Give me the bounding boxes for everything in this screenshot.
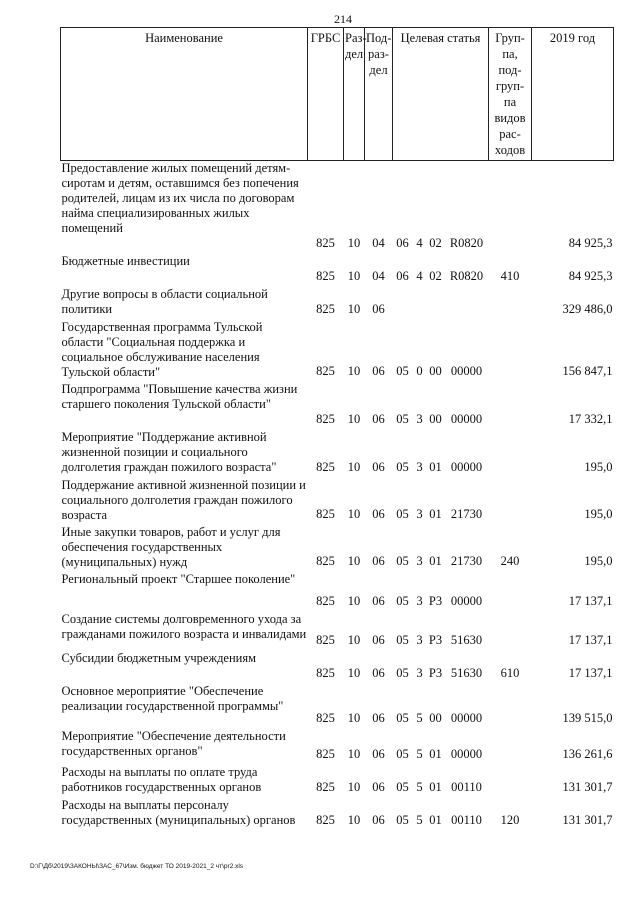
row-cs4: 00000 bbox=[450, 710, 483, 725]
row-razdel: 10 bbox=[347, 779, 361, 794]
row-cs2: 5 bbox=[416, 812, 423, 827]
row-razdel: 10 bbox=[347, 363, 361, 378]
row-razdel: 10 bbox=[347, 746, 361, 761]
row-cs2: 3 bbox=[416, 553, 423, 568]
row-razdel: 10 bbox=[347, 506, 361, 521]
row-razdel: 10 bbox=[347, 632, 361, 647]
row-podrazdel: 06 bbox=[372, 411, 385, 426]
row-value: 84 925,3 bbox=[568, 268, 613, 283]
row-vr bbox=[489, 287, 532, 320]
row-vr: 120 bbox=[500, 812, 520, 827]
row-name: Предоставление жилых помещений детям-сиротам и детям, оставшимся без попечения родителей, лицам из их числа по договорам найма специализированных жилых помещений bbox=[61, 161, 299, 235]
row-razdel: 10 bbox=[347, 812, 361, 827]
row-cs3: 01 bbox=[429, 459, 442, 474]
row-cs3: 02 bbox=[429, 235, 442, 250]
row-cs4: R0820 bbox=[449, 235, 484, 250]
row-name: Иные закупки товаров, работ и услуг для обеспечения государственных (муниципальных) нужд bbox=[61, 524, 281, 569]
row-value: 131 301,7 bbox=[562, 779, 613, 794]
row-vr bbox=[489, 684, 532, 729]
row-podrazdel: 06 bbox=[372, 593, 385, 608]
row-cs3: 00 bbox=[429, 363, 442, 378]
row-name: Государственная программа Тульской области "Социальная поддержка и социальное обслуживание населения Тульской области" bbox=[61, 319, 263, 379]
row-value: 139 515,0 bbox=[562, 710, 613, 725]
row-podrazdel: 06 bbox=[372, 665, 385, 680]
row-cs3: 01 bbox=[429, 506, 442, 521]
row-name: Другие вопросы в области социальной политики bbox=[61, 286, 268, 316]
row-cs2: 4 bbox=[416, 268, 423, 283]
row-cs3: 01 bbox=[429, 779, 442, 794]
row-cs1: 05 bbox=[396, 363, 409, 378]
row-cs1 bbox=[393, 287, 413, 320]
row-podrazdel: 06 bbox=[372, 746, 385, 761]
row-value: 17 137,1 bbox=[568, 632, 613, 647]
row-grbs: 825 bbox=[316, 665, 335, 680]
row-vr bbox=[489, 612, 532, 651]
row-podrazdel: 06 bbox=[372, 553, 385, 568]
row-cs1: 05 bbox=[396, 553, 409, 568]
row-cs2: 3 bbox=[416, 665, 423, 680]
row-name: Мероприятие "Обеспечение деятельности государственных органов" bbox=[61, 728, 286, 758]
row-name: Бюджетные инвестиции bbox=[61, 253, 190, 268]
row-cs3: 00 bbox=[429, 411, 442, 426]
row-value: 84 925,3 bbox=[568, 235, 613, 250]
table-row bbox=[61, 478, 614, 525]
row-razdel: 10 bbox=[347, 665, 361, 680]
row-cs1: 05 bbox=[396, 710, 409, 725]
row-cs1: 05 bbox=[396, 459, 409, 474]
row-name: Мероприятие "Поддержание активной жизненной позиции и социального долголетия граждан пожилого возраста" bbox=[61, 429, 277, 474]
row-cs3 bbox=[427, 287, 445, 320]
row-razdel: 10 bbox=[347, 235, 361, 250]
row-cs4: 00000 bbox=[450, 363, 483, 378]
row-cs3: P3 bbox=[428, 665, 443, 680]
row-vr bbox=[489, 478, 532, 525]
row-value: 131 301,7 bbox=[562, 812, 613, 827]
header-group: Груп-па, под-груп-па видов рас-ходов bbox=[489, 28, 532, 161]
row-name: Подпрограмма "Повышение качества жизни старшего поколения Тульской области" bbox=[61, 381, 298, 411]
row-podrazdel: 06 bbox=[372, 812, 385, 827]
row-grbs: 825 bbox=[316, 301, 335, 316]
table-row bbox=[61, 430, 614, 478]
row-cs2: 3 bbox=[416, 411, 423, 426]
row-grbs: 825 bbox=[316, 593, 335, 608]
page-number: 214 bbox=[334, 12, 352, 26]
row-cs1: 05 bbox=[396, 779, 409, 794]
row-vr bbox=[489, 320, 532, 382]
row-name: Расходы на выплаты персоналу государственных (муниципальных) органов bbox=[61, 797, 296, 827]
row-name: Поддержание активной жизненной позиции и социального долголетия граждан пожилого возраста bbox=[61, 477, 306, 522]
row-vr bbox=[489, 729, 532, 765]
table-row bbox=[61, 651, 614, 684]
row-podrazdel: 04 bbox=[372, 235, 385, 250]
row-cs4: 00110 bbox=[451, 779, 482, 794]
row-value: 195,0 bbox=[584, 459, 613, 474]
row-grbs: 825 bbox=[316, 363, 335, 378]
table-row bbox=[61, 612, 614, 651]
row-cs4: 00000 bbox=[450, 411, 483, 426]
row-podrazdel: 06 bbox=[372, 301, 385, 316]
row-vr bbox=[489, 572, 532, 612]
table-row bbox=[61, 798, 614, 831]
row-grbs: 825 bbox=[316, 506, 335, 521]
row-value: 136 261,6 bbox=[562, 746, 613, 761]
row-razdel: 10 bbox=[347, 553, 361, 568]
row-cs1: 05 bbox=[396, 632, 409, 647]
row-name: Создание системы долговременного ухода за гражданами пожилого возраста и инвалидами bbox=[61, 611, 307, 641]
row-vr bbox=[489, 430, 532, 478]
row-razdel: 10 bbox=[347, 411, 361, 426]
row-podrazdel: 06 bbox=[372, 779, 385, 794]
row-grbs: 825 bbox=[316, 632, 335, 647]
row-cs1: 05 bbox=[396, 812, 409, 827]
header-razdel: Раз-дел bbox=[344, 28, 365, 161]
table-row bbox=[61, 525, 614, 572]
row-name: Расходы на выплаты по оплате труда работников государственных органов bbox=[61, 764, 262, 794]
header-name: Наименование bbox=[61, 28, 308, 161]
header-year: 2019 год bbox=[532, 28, 614, 161]
row-cs4: 00110 bbox=[451, 812, 482, 827]
row-cs4: 00000 bbox=[450, 746, 483, 761]
row-podrazdel: 06 bbox=[372, 506, 385, 521]
row-podrazdel: 06 bbox=[372, 363, 385, 378]
row-cs3: 01 bbox=[429, 746, 442, 761]
row-grbs: 825 bbox=[316, 812, 335, 827]
table-row bbox=[61, 684, 614, 729]
row-grbs: 825 bbox=[316, 235, 335, 250]
row-cs3: 01 bbox=[429, 812, 442, 827]
row-cs1: 06 bbox=[396, 235, 409, 250]
row-vr bbox=[489, 382, 532, 430]
row-cs2: 3 bbox=[416, 632, 423, 647]
row-vr: 610 bbox=[500, 665, 520, 680]
row-cs4: 51630 bbox=[450, 632, 483, 647]
row-podrazdel: 06 bbox=[372, 710, 385, 725]
row-razdel: 10 bbox=[347, 268, 361, 283]
row-cs1: 05 bbox=[396, 411, 409, 426]
row-cs3: 00 bbox=[429, 710, 442, 725]
row-cs1: 05 bbox=[396, 506, 409, 521]
row-vr bbox=[489, 765, 532, 798]
table-row bbox=[61, 254, 614, 287]
row-vr: 410 bbox=[500, 268, 520, 283]
row-value: 329 486,0 bbox=[562, 301, 613, 316]
row-cs2: 3 bbox=[416, 506, 423, 521]
row-cs3: 02 bbox=[429, 268, 442, 283]
row-value: 17 332,1 bbox=[568, 411, 613, 426]
row-name: Основное мероприятие "Обеспечение реализации государственной программы" bbox=[61, 683, 284, 713]
row-cs4: 00000 bbox=[450, 593, 483, 608]
row-podrazdel: 06 bbox=[372, 459, 385, 474]
header-target: Целевая статья bbox=[393, 28, 489, 161]
row-cs2: 5 bbox=[416, 710, 423, 725]
table-row bbox=[61, 382, 614, 430]
budget-table bbox=[60, 27, 614, 831]
row-cs4: 00000 bbox=[450, 459, 483, 474]
row-cs1: 05 bbox=[396, 665, 409, 680]
row-name: Субсидии бюджетным учреждениям bbox=[61, 650, 257, 665]
row-grbs: 825 bbox=[316, 459, 335, 474]
table-row bbox=[61, 765, 614, 798]
row-value: 17 137,1 bbox=[568, 593, 613, 608]
file-path-footer: D:\Г\Дб\2019\ЗАКОНЫ\ЗАС_67\Изм. бюджет ТО 2019-2021_2 чт\pr2.xls bbox=[30, 863, 244, 870]
row-value: 195,0 bbox=[584, 506, 613, 521]
row-razdel: 10 bbox=[347, 301, 361, 316]
row-grbs: 825 bbox=[316, 710, 335, 725]
row-vr bbox=[489, 161, 532, 254]
row-value: 195,0 bbox=[584, 553, 613, 568]
row-name: Региональный проект "Старшее поколение" bbox=[61, 571, 296, 586]
row-cs1: 05 bbox=[396, 593, 409, 608]
row-cs2: 5 bbox=[416, 779, 423, 794]
row-razdel: 10 bbox=[347, 710, 361, 725]
row-razdel: 10 bbox=[347, 459, 361, 474]
row-cs3: P3 bbox=[428, 593, 443, 608]
row-cs2: 3 bbox=[416, 593, 423, 608]
row-value: 156 847,1 bbox=[562, 363, 613, 378]
table-header bbox=[61, 28, 614, 161]
row-cs4: R0820 bbox=[449, 268, 484, 283]
row-grbs: 825 bbox=[316, 553, 335, 568]
row-cs3: P3 bbox=[428, 632, 443, 647]
row-razdel: 10 bbox=[347, 593, 361, 608]
header-grbs: ГРБС bbox=[308, 28, 344, 161]
row-grbs: 825 bbox=[316, 411, 335, 426]
row-cs2: 4 bbox=[416, 235, 423, 250]
row-cs2: 3 bbox=[416, 459, 423, 474]
header-podrazdel: Под-раз-дел bbox=[365, 28, 393, 161]
row-cs1: 06 bbox=[396, 268, 409, 283]
row-podrazdel: 04 bbox=[372, 268, 385, 283]
row-cs4: 51630 bbox=[450, 665, 483, 680]
row-value: 17 137,1 bbox=[568, 665, 613, 680]
row-cs4: 21730 bbox=[450, 553, 483, 568]
table-row bbox=[61, 320, 614, 382]
table-row bbox=[61, 287, 614, 320]
row-cs2: 5 bbox=[416, 746, 423, 761]
row-grbs: 825 bbox=[316, 779, 335, 794]
row-cs4: 21730 bbox=[450, 506, 483, 521]
row-grbs: 825 bbox=[316, 268, 335, 283]
row-cs3: 01 bbox=[429, 553, 442, 568]
row-podrazdel: 06 bbox=[372, 632, 385, 647]
table-row bbox=[61, 729, 614, 765]
table-row bbox=[61, 572, 614, 612]
row-cs2: 0 bbox=[416, 363, 423, 378]
row-vr: 240 bbox=[500, 553, 520, 568]
row-grbs: 825 bbox=[316, 746, 335, 761]
row-cs2 bbox=[413, 287, 427, 320]
row-cs4 bbox=[445, 287, 489, 320]
table-row bbox=[61, 161, 614, 254]
row-cs1: 05 bbox=[396, 746, 409, 761]
